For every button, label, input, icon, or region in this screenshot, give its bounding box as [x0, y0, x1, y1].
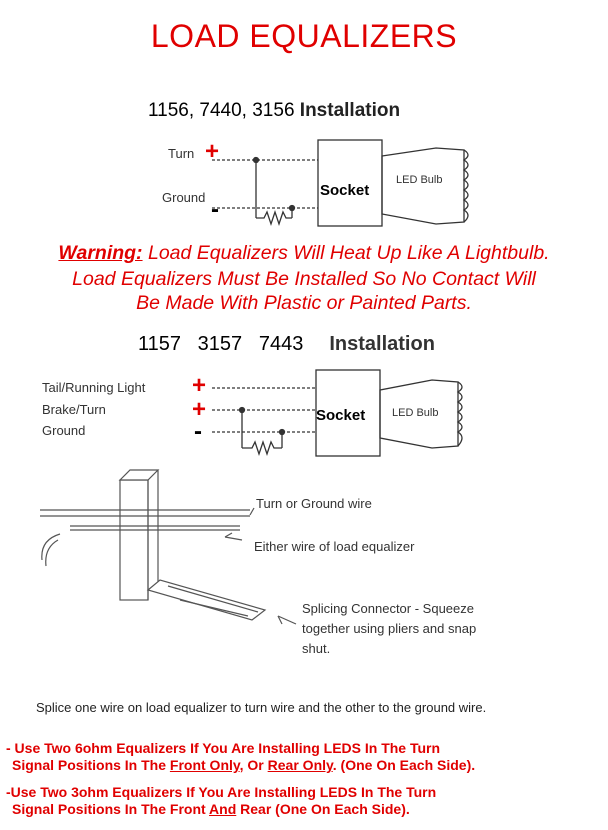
- note-6ohm-line-1: - Use Two 6ohm Equalizers If You Are Installing LEDS In The Turn: [6, 740, 441, 756]
- warning-lead: Warning:: [58, 242, 143, 264]
- section2-install-label: Installation: [329, 333, 435, 355]
- ground-label: Ground: [162, 190, 206, 205]
- note-and: And: [209, 801, 237, 817]
- note-3ohm-text-b: Signal Positions In The Front: [12, 801, 210, 817]
- splicing-connector-line-1: Splicing Connector - Squeeze: [302, 601, 474, 616]
- either-wire-label: Either wire of load equalizer: [254, 539, 415, 554]
- led-bulb-label-2: LED Bulb: [392, 407, 439, 419]
- tail-plus: +: [192, 372, 207, 399]
- splicing-connector-line-3: shut.: [302, 641, 331, 656]
- note-rear-only: Rear Only: [267, 757, 333, 773]
- note-6ohm-line-2: [12, 757, 475, 774]
- note-6ohm-text-b: Signal Positions In The: [12, 757, 170, 773]
- warning-line-3: Be Made With Plastic or Painted Parts.: [136, 292, 472, 314]
- note-6ohm-text-d: . (One On Each Side).: [332, 757, 476, 773]
- section1-install-label: Installation: [299, 100, 401, 121]
- note-6ohm-text-c: , Or: [239, 757, 268, 773]
- ground-minus-2: -: [194, 418, 202, 445]
- note-3ohm-line-1: -Use Two 3ohm Equalizers If You Are Installing LEDS In The Turn: [6, 784, 437, 800]
- splice-instructions: Splice one wire on load equalizer to turn wire and the other to the ground wire.: [36, 700, 487, 715]
- warning-line-2: Load Equalizers Must Be Installed So No Contact Will: [72, 268, 536, 290]
- turn-plus: +: [205, 138, 220, 165]
- ground-minus: -: [211, 196, 219, 223]
- turn-label: Turn: [168, 146, 195, 161]
- section2-numbers: 1157 3157 7443: [138, 333, 304, 355]
- splicing-connector-line-2: together using pliers and snap: [302, 621, 477, 636]
- page-title: LOAD EQUALIZERS: [150, 18, 458, 54]
- section2-heading: [138, 333, 435, 356]
- note-front-only: Front Only: [169, 757, 240, 773]
- section1-numbers: 1156, 7440, 3156: [148, 100, 295, 121]
- socket-label-2: Socket: [316, 407, 366, 424]
- ground-label-2: Ground: [42, 423, 86, 438]
- note-3ohm-line-2: [12, 801, 410, 818]
- led-bulb-label-1: LED Bulb: [396, 174, 443, 186]
- tail-running-label: Tail/Running Light: [42, 380, 146, 395]
- warning-line-1: [0, 242, 608, 264]
- socket-label-1: Socket: [320, 182, 370, 199]
- warning-text-1: Load Equalizers Will Heat Up Like A Lightbulb.: [142, 242, 550, 264]
- note-3ohm-text-c: Rear (One On Each Side).: [236, 801, 410, 817]
- turn-ground-wire-label: Turn or Ground wire: [256, 496, 372, 511]
- brake-plus: +: [192, 396, 207, 423]
- brake-turn-label: Brake/Turn: [42, 402, 106, 417]
